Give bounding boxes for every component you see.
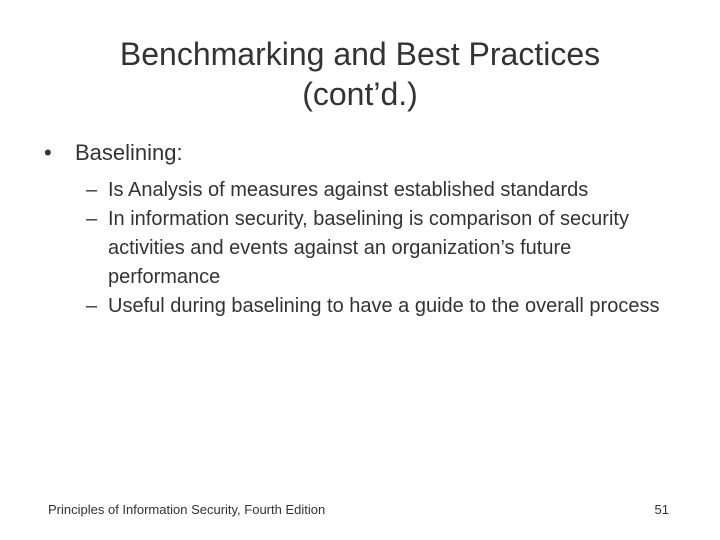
footer-source: Principles of Information Security, Fourth Edition [48,502,326,517]
bullet-text: Baselining: [75,140,183,165]
slide-title [0,34,720,114]
page-number: 51 [654,502,669,517]
sub-bullet-marker: – [86,179,98,201]
sub-bullet-text: Is Analysis of measures against established standards [108,179,589,201]
sub-bullet-item [44,205,684,292]
bullet-marker: • [44,140,52,165]
sub-bullet-marker: – [86,208,98,230]
slide-content [44,138,684,321]
sub-bullet-list [44,176,684,321]
bullet-baselining [44,138,684,168]
sub-bullet-text: Useful during baselining to have a guide to the overall process [108,295,660,317]
sub-bullet-marker: – [86,295,98,317]
slide-title-line-2: (cont’d.) [302,76,418,112]
sub-bullet-item [44,176,684,205]
slide-title-line-1: Benchmarking and Best Practices [119,36,601,72]
sub-bullet-text: In information security, baselining is comparison of security activities and events against an organization’s future performance [108,208,629,288]
sub-bullet-item [44,292,684,321]
